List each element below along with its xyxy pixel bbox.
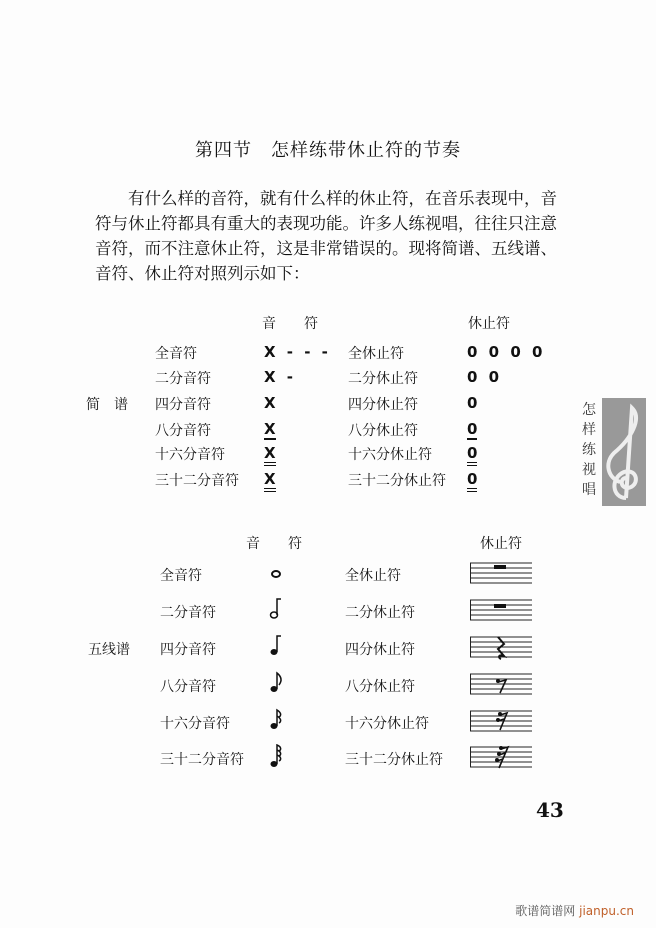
rest-symbol-text: 0	[467, 420, 478, 438]
staff-note-label: 八分音符	[160, 679, 216, 695]
jianpu-rest-label: 全休止符	[348, 346, 404, 362]
note-symbol-text: X -	[264, 368, 294, 386]
jianpu-rest-label: 二分休止符	[348, 371, 418, 387]
note-symbol-text: X	[264, 444, 276, 466]
jianpu-header-rests: 休止符	[468, 316, 510, 332]
jianpu-rest-symbol	[467, 470, 477, 488]
rest-staff-icon	[470, 708, 532, 734]
staff-rest-label: 八分休止符	[345, 679, 415, 695]
side-tab	[578, 398, 648, 508]
watermark	[515, 902, 634, 919]
note-glyph-icon	[268, 597, 286, 623]
note-symbol-text: X	[264, 470, 276, 492]
jianpu-rest-label: 十六分休止符	[348, 447, 432, 463]
jianpu-note-label: 八分音符	[155, 423, 211, 439]
rest-staff-icon	[470, 634, 532, 660]
treble-clef-icon	[602, 398, 646, 506]
staff-header-rests: 休止符	[480, 536, 522, 552]
rest-staff-icon	[470, 597, 532, 623]
rest-staff-icon	[470, 671, 532, 697]
note-glyph-icon	[268, 708, 286, 734]
staff-rest-label: 四分休止符	[345, 642, 415, 658]
staff-header-notes: 音 符	[246, 536, 302, 552]
note-symbol-text: X - - -	[264, 343, 328, 361]
note-glyph-icon	[268, 634, 286, 660]
jianpu-note-symbol	[264, 343, 328, 361]
jianpu-note-symbol	[264, 394, 276, 412]
section-title: 第四节 怎样练带休止符的节奏	[195, 140, 461, 161]
rest-symbol-text: 0	[467, 470, 477, 492]
jianpu-rest-symbol	[467, 368, 499, 386]
note-glyph-icon	[268, 744, 286, 770]
rest-symbol-text: 0 0	[467, 368, 500, 386]
rest-symbol-text: 0	[467, 394, 478, 412]
jianpu-section-label: 简 谱	[86, 397, 128, 413]
staff-rest-label: 三十二分休止符	[345, 752, 443, 768]
jianpu-note-label: 二分音符	[155, 371, 211, 387]
staff-rest-label: 二分休止符	[345, 605, 415, 621]
rest-staff-icon	[470, 560, 532, 586]
jianpu-rest-symbol	[467, 444, 477, 462]
jianpu-note-symbol	[264, 470, 276, 488]
staff-note-label: 二分音符	[160, 605, 216, 621]
jianpu-rest-symbol	[467, 343, 542, 361]
note-symbol-text: X	[264, 394, 276, 412]
watermark-cn: 歌谱简谱网	[515, 904, 576, 918]
staff-note-label: 全音符	[160, 568, 202, 584]
staff-rest-label: 全休止符	[345, 568, 401, 584]
rest-symbol-text: 0	[467, 444, 477, 466]
staff-note-label: 十六分音符	[160, 716, 230, 732]
jianpu-note-label: 四分音符	[155, 397, 211, 413]
jianpu-rest-label: 八分休止符	[348, 423, 418, 439]
note-glyph-icon	[268, 671, 286, 697]
jianpu-rest-label: 三十二分休止符	[348, 473, 446, 489]
jianpu-rest-symbol	[467, 420, 477, 438]
rest-staff-icon	[470, 744, 532, 770]
jianpu-note-symbol	[264, 420, 276, 438]
staff-section-label: 五线谱	[88, 642, 130, 658]
jianpu-note-label: 全音符	[155, 346, 197, 362]
page-number: 43	[536, 798, 564, 822]
jianpu-header-notes: 音 符	[262, 316, 318, 332]
intro-paragraph: 有什么样的音符，就有什么样的休止符，在音乐表现中，音符与休止符都具有重大的表现功能。许多人练视唱，往往只注意音符，而不注意休止符，这是非常错误的。现将简谱、五线谱、音符、休止符对照列示如下：	[95, 189, 557, 283]
note-symbol-text: X	[264, 420, 276, 438]
staff-rest-label: 十六分休止符	[345, 716, 429, 732]
watermark-en: jianpu.cn	[579, 904, 634, 918]
jianpu-note-label: 十六分音符	[155, 447, 225, 463]
side-tab-text: 怎样练视唱	[582, 402, 596, 498]
jianpu-rest-label: 四分休止符	[348, 397, 418, 413]
jianpu-rest-symbol	[467, 394, 477, 412]
jianpu-note-label: 三十二分音符	[155, 473, 239, 489]
jianpu-note-symbol	[264, 444, 276, 462]
note-glyph-icon	[268, 560, 286, 586]
staff-note-label: 四分音符	[160, 642, 216, 658]
jianpu-note-symbol	[264, 368, 293, 386]
staff-note-label: 三十二分音符	[160, 752, 244, 768]
rest-symbol-text: 0 0 0 0	[467, 343, 543, 361]
